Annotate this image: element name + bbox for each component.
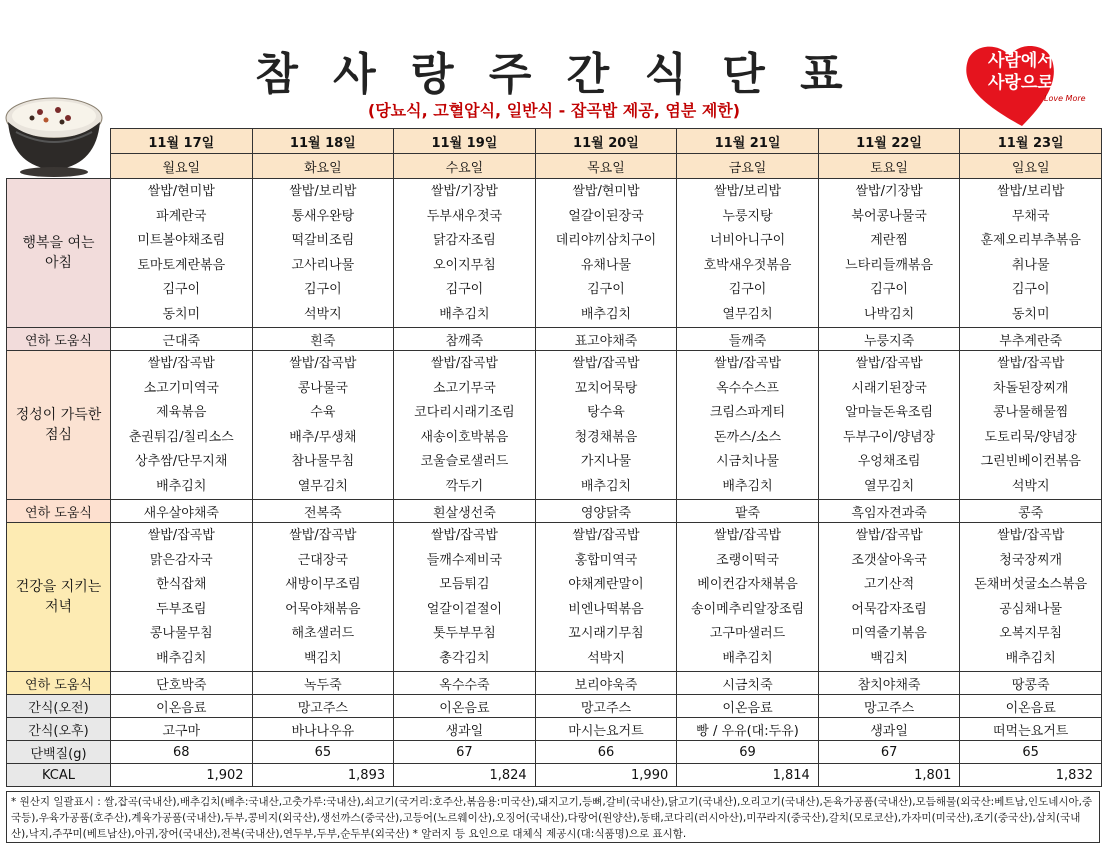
dinner-menu-item: 고구마샐러드 [709, 626, 786, 641]
day-date: 11월 22일 [818, 129, 960, 154]
lunch-menu-item: 코다리시래기조림 [414, 405, 515, 420]
breakfast-menu-item: 얼갈이된장국 [568, 208, 644, 224]
lunch-menu-item: 꼬치어묵탕 [574, 380, 638, 396]
lunch-menu-item: 크림스파게티 [709, 405, 786, 420]
snack_pm-cell: 바나나우유 [252, 718, 394, 741]
breakfast-menu-item: 쌀밥/현미밥 [147, 184, 215, 199]
dinner-menu-item: 배추김치 [722, 650, 773, 666]
logo-text-line1: 사람에서 [988, 51, 1054, 71]
dinner-menu-item: 조랭이떡국 [716, 552, 779, 568]
protein-cell: 67 [394, 741, 536, 764]
breakfast-menu-cell [677, 179, 819, 328]
kcal-label: KCAL [7, 764, 111, 787]
dinner-menu-item: 배추김치 [156, 650, 207, 666]
dinner-menu-cell [960, 523, 1102, 672]
breakfast-menu-item: 파계란국 [156, 208, 207, 224]
day-weekday: 화요일 [252, 154, 394, 179]
lunch-menu-item: 제육볶음 [156, 405, 207, 420]
dinner_swallow-cell: 단호박죽 [111, 672, 253, 695]
protein-cell: 66 [535, 741, 677, 764]
lunch-menu-item: 두부구이/양념장 [842, 429, 936, 445]
day-weekday: 금요일 [677, 154, 819, 179]
breakfast-menu-item: 열무김치 [722, 306, 773, 322]
lunch-menu-item: 배추김치 [580, 478, 632, 494]
dinner-menu-item: 청국장찌개 [999, 552, 1063, 568]
snack_am-cell: 이온음료 [960, 695, 1102, 718]
dinner-menu-cell [252, 523, 394, 672]
day-date: 11월 21일 [677, 129, 819, 154]
dinner-label: 건강을 지키는 저녁 [7, 523, 111, 672]
lunch_swallow-cell: 흑임자견과죽 [818, 500, 960, 523]
dinner-menu-item: 꼬시래기무침 [568, 626, 644, 641]
snack_am-cell: 이온음료 [394, 695, 536, 718]
breakfast-menu-item: 김구이 [304, 282, 342, 297]
breakfast-menu-item: 배추김치 [580, 306, 632, 322]
breakfast-menu-item: 유채나물 [580, 257, 632, 273]
day-date: 11월 20일 [535, 129, 677, 154]
dinner-menu-cell [394, 523, 536, 672]
day-date: 11월 19일 [394, 129, 536, 154]
dinner-menu-item: 돈채버섯굴소스볶음 [974, 577, 1088, 592]
kcal-cell: 1,801 [818, 764, 960, 787]
breakfast-menu-item: 누룽지탕 [722, 208, 773, 224]
breakfast-menu-item: 김구이 [445, 282, 484, 297]
lunch-menu-item: 쌀밥/잡곡밥 [997, 356, 1065, 371]
breakfast_swallow-cell: 누룽지죽 [818, 328, 960, 351]
dinner-menu-item: 미역줄기볶음 [851, 626, 927, 641]
breakfast-menu-cell [960, 179, 1102, 328]
dinner-menu-item: 석박지 [587, 650, 625, 666]
snack_pm-cell: 생과일 [818, 718, 960, 741]
lunch-menu-item: 수육 [310, 405, 336, 420]
dinner-menu-item: 들깨수제비국 [426, 552, 503, 568]
page-subtitle: (당뇨식, 고혈압식, 일반식 - 잡곡밥 제공, 염분 제한) [367, 101, 741, 120]
dinner_swallow-cell: 녹두죽 [252, 672, 394, 695]
dinner-menu-item: 톳두부무침 [433, 626, 496, 641]
dinner-menu-item: 쌀밥/잡곡밥 [572, 528, 640, 543]
kcal-cell: 1,990 [535, 764, 677, 787]
lunch-menu-cell [394, 351, 536, 500]
breakfast-menu-item: 쌀밥/보리밥 [997, 184, 1065, 199]
corner-blank [7, 154, 111, 179]
protein-cell: 68 [111, 741, 253, 764]
dinner-menu-item: 새방이무조림 [285, 577, 361, 592]
breakfast_swallow-cell: 부추계란죽 [960, 328, 1102, 351]
day-weekday: 일요일 [960, 154, 1102, 179]
logo-script: Love More [1044, 94, 1086, 103]
breakfast-menu-item: 데리야끼삼치구이 [555, 233, 657, 248]
dinner-menu-item: 야채계란말이 [568, 577, 644, 592]
lunch_swallow-cell: 영양닭죽 [535, 500, 677, 523]
dinner-menu-item: 공심채나물 [999, 601, 1063, 617]
lunch_swallow-cell: 전복죽 [252, 500, 394, 523]
dinner-menu-item: 모듬튀김 [439, 577, 490, 592]
breakfast-menu-item: 쌀밥/기장밥 [855, 184, 923, 199]
breakfast-menu-cell [252, 179, 394, 328]
dinner-menu-item: 한식잡채 [156, 577, 207, 592]
lunch-menu-item: 그린빈베이컨볶음 [980, 454, 1081, 469]
lunch-menu-item: 열무김치 [297, 478, 348, 494]
lunch-menu-item: 춘권튀김/칠리소스 [128, 429, 234, 445]
snack_pm-cell: 생과일 [394, 718, 536, 741]
lunch-menu-item: 우엉채조림 [857, 454, 921, 469]
day-weekday: 목요일 [535, 154, 677, 179]
lunch-label: 정성이 가득한 점심 [7, 351, 111, 500]
lunch-menu-item: 시금치나물 [716, 454, 779, 469]
breakfast-menu-item: 고사리나물 [291, 257, 355, 273]
breakfast-menu-cell [818, 179, 960, 328]
breakfast_swallow-cell: 표고야채죽 [535, 328, 677, 351]
snack_am-cell: 이온음료 [111, 695, 253, 718]
breakfast_swallow-label: 연하 도움식 [7, 328, 111, 351]
lunch-menu-item: 돈까스/소스 [713, 429, 782, 445]
protein-cell: 65 [252, 741, 394, 764]
breakfast-menu-item: 느타리들깨볶음 [845, 257, 934, 273]
weekly-menu-table [6, 128, 1102, 787]
lunch-menu-item: 코울슬로샐러드 [420, 454, 509, 469]
brand-logo [960, 38, 1100, 130]
lunch_swallow-cell: 새우살야채죽 [111, 500, 253, 523]
breakfast-menu-cell [111, 179, 253, 328]
breakfast-menu-item: 호박새우젓볶음 [703, 257, 792, 273]
lunch-menu-cell [960, 351, 1102, 500]
lunch-menu-item: 쌀밥/잡곡밥 [430, 356, 498, 371]
lunch_swallow-cell: 흰살생선죽 [394, 500, 536, 523]
breakfast-menu-item: 쌀밥/현미밥 [572, 184, 640, 199]
breakfast-menu-item: 오이지무침 [433, 257, 496, 273]
breakfast-menu-item: 김구이 [587, 282, 625, 297]
breakfast-menu-item: 배추김치 [439, 306, 490, 322]
dinner_swallow-label: 연하 도움식 [7, 672, 111, 695]
day-weekday: 수요일 [394, 154, 536, 179]
breakfast-menu-item: 취나물 [1011, 257, 1050, 273]
logo-text-line2: 사랑으로 [988, 73, 1054, 93]
lunch-menu-item: 배추김치 [156, 478, 207, 494]
breakfast-label: 행복을 여는 아침 [7, 179, 111, 328]
breakfast-menu-item: 떡갈비조림 [291, 233, 355, 248]
lunch-menu-cell [535, 351, 677, 500]
lunch-menu-item: 쌀밥/잡곡밥 [572, 356, 640, 371]
breakfast-menu-item: 김구이 [870, 282, 908, 297]
dinner-menu-cell [818, 523, 960, 672]
snack_am-label: 간식(오전) [7, 695, 111, 718]
dinner_swallow-cell: 시금치죽 [677, 672, 819, 695]
lunch-menu-cell [252, 351, 394, 500]
breakfast-menu-item: 동치미 [162, 306, 201, 322]
lunch-menu-item: 소고기무국 [433, 380, 496, 396]
lunch-menu-item: 차돌된장찌개 [993, 380, 1069, 396]
breakfast-menu-item: 두부새우젓국 [426, 208, 503, 224]
dinner-menu-item: 비엔나떡볶음 [568, 601, 644, 617]
dinner-menu-cell [535, 523, 677, 672]
protein-cell: 69 [677, 741, 819, 764]
lunch-menu-cell [818, 351, 960, 500]
breakfast_swallow-cell: 들깨죽 [677, 328, 819, 351]
day-date: 11월 23일 [960, 129, 1102, 154]
breakfast-menu-item: 동치미 [1011, 306, 1050, 322]
dinner-menu-item: 맑은감자국 [149, 552, 213, 568]
breakfast_swallow-cell: 흰죽 [252, 328, 394, 351]
lunch-menu-item: 도토리묵/양념장 [984, 429, 1077, 445]
dinner-menu-item: 홍합미역국 [574, 552, 638, 568]
snack_pm-cell: 떠먹는요거트 [960, 718, 1102, 741]
dinner-menu-item: 쌀밥/잡곡밥 [147, 528, 215, 543]
breakfast-menu-item: 김구이 [728, 282, 767, 297]
breakfast-menu-item: 쌀밥/보리밥 [289, 184, 357, 199]
lunch-menu-item: 탕수육 [587, 405, 625, 420]
kcal-cell: 1,824 [394, 764, 536, 787]
page-title: 참 사 랑 주 간 식 단 표 [255, 49, 853, 100]
breakfast-menu-item: 미트볼야채조림 [137, 233, 226, 248]
dinner-menu-item: 쌀밥/잡곡밥 [713, 528, 782, 543]
breakfast-menu-item: 통새우완탕 [291, 208, 355, 224]
lunch-menu-item: 콩나물국 [297, 380, 348, 396]
breakfast-menu-cell [535, 179, 677, 328]
dinner-menu-item: 고기산적 [863, 577, 915, 592]
kcal-cell: 1,814 [677, 764, 819, 787]
lunch-menu-item: 쌀밥/잡곡밥 [855, 356, 923, 371]
dinner-menu-item: 어묵감자조림 [851, 601, 927, 617]
dinner-menu-item: 콩나물무침 [149, 626, 213, 641]
breakfast-menu-item: 쌀밥/기장밥 [430, 184, 498, 199]
dinner-menu-item: 쌀밥/잡곡밥 [997, 528, 1065, 543]
lunch-menu-item: 쌀밥/잡곡밥 [713, 356, 782, 371]
protein-label: 단백질(g) [7, 741, 111, 764]
origin-footnote: * 원산지 일괄표시 : 쌀,잡곡(국내산),배추김치(배추:국내산,고춧가루:국내산),쇠고기(국거리:호주산,볶음용:미국산),돼지고기,등뼈,갈비(국내산),닭고기(국내산),오리고기(국내산),돈육가공품(국내산),모듬해물(외국산:베트남,인도네시아,중국등),우육가공품(호주산),계육가공품(국내산),두부,콩비지(외국산),생선까스(중국산),고등어(노르웨이산),오징어(국내산),다랑어(원양산),동태,코다리(러시아산),미꾸라지(중국산),갈치(모로코산),가자미(미국산),조기(중국산),삼치(국내산),낙지,주꾸미(베트남산),아귀,장어(국내산),전복(국내산),연두부,두부,순두부(외국산) * 알러지 등 요인으로 대체식 제공시(대:식품명)으로 표시함. [6, 791, 1100, 843]
lunch-menu-cell [677, 351, 819, 500]
breakfast-menu-item: 토마토계란볶음 [137, 257, 226, 273]
breakfast-menu-item: 무채국 [1011, 208, 1050, 224]
breakfast-menu-item: 북어콩나물국 [851, 208, 927, 224]
dinner-menu-item: 송이메추리알장조림 [691, 601, 805, 617]
lunch-menu-item: 시래기된장국 [851, 380, 927, 396]
lunch_swallow-cell: 팥죽 [677, 500, 819, 523]
dinner_swallow-cell: 보리야욱죽 [535, 672, 677, 695]
lunch-menu-item: 쌀밥/잡곡밥 [147, 356, 215, 371]
lunch-menu-item: 상추쌈/단무지채 [135, 454, 228, 469]
lunch-menu-cell [111, 351, 253, 500]
day-date: 11월 18일 [252, 129, 394, 154]
dinner-menu-item: 두부조림 [156, 601, 207, 617]
lunch-menu-item: 쌀밥/잡곡밥 [289, 356, 357, 371]
snack_am-cell: 이온음료 [677, 695, 819, 718]
dinner-menu-item: 베이컨감자채볶음 [697, 577, 798, 592]
protein-cell: 67 [818, 741, 960, 764]
snack_pm-cell: 고구마 [111, 718, 253, 741]
dinner_swallow-cell: 참치야채죽 [818, 672, 960, 695]
dinner-menu-cell [677, 523, 819, 672]
lunch_swallow-label: 연하 도움식 [7, 500, 111, 523]
snack_pm-label: 간식(오후) [7, 718, 111, 741]
dinner-menu-item: 백김치 [870, 650, 908, 666]
lunch-menu-item: 새송이호박볶음 [420, 429, 509, 445]
dinner-menu-item: 총각김치 [439, 650, 490, 666]
lunch-menu-item: 배추/무생채 [289, 429, 357, 445]
breakfast-menu-item: 김구이 [1011, 282, 1050, 297]
day-date: 11월 17일 [111, 129, 253, 154]
snack_am-cell: 망고주스 [818, 695, 960, 718]
lunch-menu-item: 배추김치 [722, 478, 773, 494]
breakfast_swallow-cell: 참깨죽 [394, 328, 536, 351]
breakfast-menu-item: 훈제오리부추볶음 [980, 233, 1081, 248]
snack_pm-cell: 마시는요거트 [535, 718, 677, 741]
breakfast-menu-item: 너비아니구이 [709, 233, 786, 248]
breakfast-menu-item: 계란찜 [870, 233, 908, 248]
kcal-cell: 1,832 [960, 764, 1102, 787]
lunch_swallow-cell: 콩죽 [960, 500, 1102, 523]
kcal-cell: 1,902 [111, 764, 253, 787]
dinner-menu-item: 해초샐러드 [291, 626, 355, 641]
lunch-menu-item: 참나물무침 [291, 454, 355, 469]
lunch-menu-item: 깍두기 [445, 478, 484, 494]
dinner-menu-cell [111, 523, 253, 672]
dinner-menu-item: 오복지무침 [999, 626, 1063, 641]
breakfast-menu-item: 나박김치 [863, 306, 915, 322]
dinner-menu-item: 쌀밥/잡곡밥 [289, 528, 357, 543]
snack_pm-cell: 빵 / 우유(대:두유) [677, 718, 819, 741]
snack_am-cell: 망고주스 [535, 695, 677, 718]
corner-blank [7, 129, 111, 154]
dinner-menu-item: 조갯살아욱국 [851, 552, 927, 568]
lunch-menu-item: 석박지 [1011, 478, 1050, 494]
lunch-menu-item: 열무김치 [863, 478, 915, 494]
breakfast-menu-item: 김구이 [162, 282, 201, 297]
breakfast-menu-item: 석박지 [304, 306, 342, 322]
dinner_swallow-cell: 옥수수죽 [394, 672, 536, 695]
dinner-menu-item: 쌀밥/잡곡밥 [855, 528, 923, 543]
dinner-menu-item: 얼갈이겉절이 [426, 601, 503, 617]
dinner-menu-item: 백김치 [304, 650, 342, 666]
lunch-menu-item: 콩나물해물찜 [993, 405, 1069, 420]
lunch-menu-item: 가지나물 [580, 454, 632, 469]
breakfast_swallow-cell: 근대죽 [111, 328, 253, 351]
day-weekday: 월요일 [111, 154, 253, 179]
lunch-menu-item: 알마늘돈육조림 [845, 405, 934, 420]
dinner_swallow-cell: 땅콩죽 [960, 672, 1102, 695]
lunch-menu-item: 소고기미역국 [143, 380, 219, 396]
dinner-menu-item: 배추김치 [1005, 650, 1056, 666]
lunch-menu-item: 옥수수스프 [716, 380, 779, 396]
breakfast-menu-item: 닭감자조림 [433, 233, 496, 248]
dinner-menu-item: 쌀밥/잡곡밥 [430, 528, 498, 543]
breakfast-menu-cell [394, 179, 536, 328]
dinner-menu-item: 근대장국 [297, 552, 348, 568]
dinner-menu-item: 어묵야채볶음 [285, 601, 361, 617]
lunch-menu-item: 청경채볶음 [574, 429, 638, 445]
snack_am-cell: 망고주스 [252, 695, 394, 718]
kcal-cell: 1,893 [252, 764, 394, 787]
protein-cell: 65 [960, 741, 1102, 764]
breakfast-menu-item: 쌀밥/보리밥 [713, 184, 782, 199]
day-weekday: 토요일 [818, 154, 960, 179]
